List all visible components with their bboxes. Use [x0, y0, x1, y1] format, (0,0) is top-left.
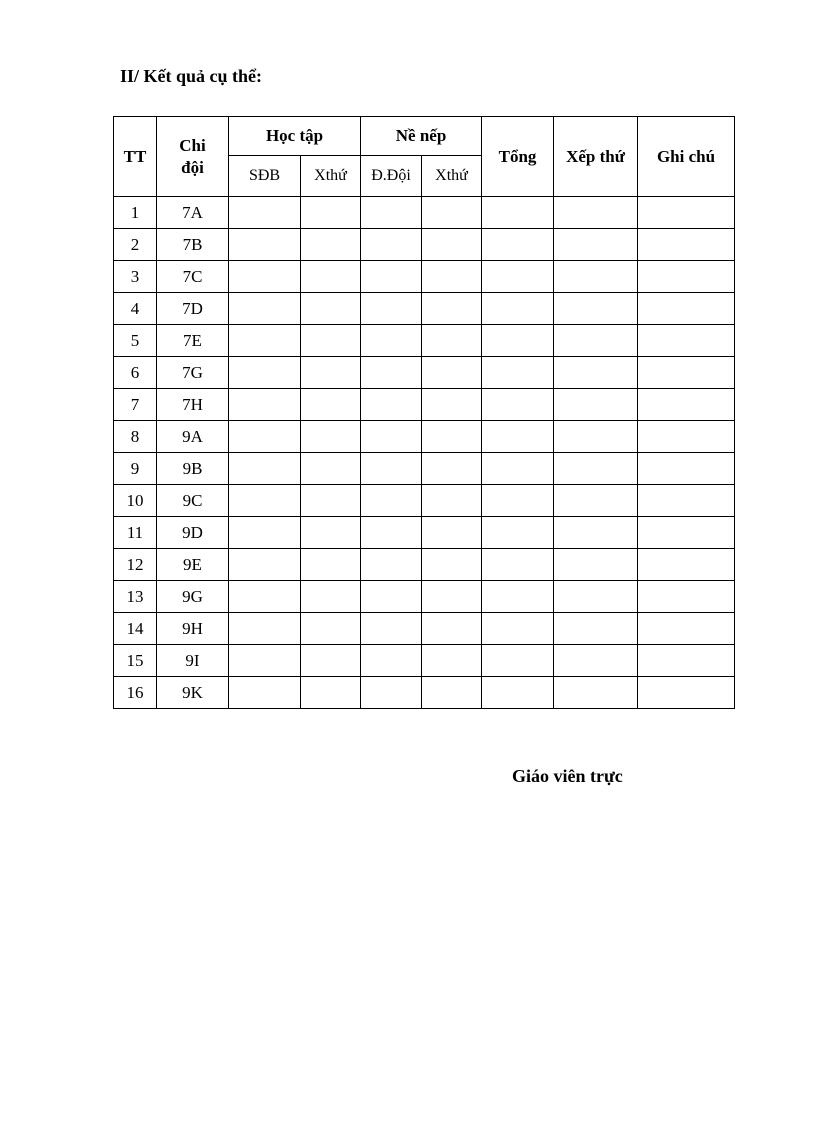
- cell-xep-thu: [554, 677, 638, 709]
- cell-sdb: [229, 549, 301, 581]
- cell-xthu-hoc-tap: [301, 325, 361, 357]
- cell-xthu-hoc-tap: [301, 389, 361, 421]
- cell-xthu-ne-nep: [422, 197, 482, 229]
- cell-d-doi: [361, 581, 422, 613]
- cell-xthu-hoc-tap: [301, 677, 361, 709]
- cell-tt: 14: [114, 613, 157, 645]
- cell-sdb: [229, 517, 301, 549]
- cell-tt: 15: [114, 645, 157, 677]
- cell-xthu-ne-nep: [422, 389, 482, 421]
- table-row: [114, 261, 735, 293]
- cell-tt: 4: [114, 293, 157, 325]
- cell-sdb: [229, 229, 301, 261]
- cell-chi-doi: 7B: [157, 229, 229, 261]
- cell-tt: 13: [114, 581, 157, 613]
- table-body: [114, 197, 735, 709]
- cell-tong: [482, 453, 554, 485]
- cell-sdb: [229, 421, 301, 453]
- cell-d-doi: [361, 645, 422, 677]
- cell-xthu-hoc-tap: [301, 421, 361, 453]
- cell-tt: 1: [114, 197, 157, 229]
- cell-xep-thu: [554, 485, 638, 517]
- table-row: [114, 421, 735, 453]
- cell-xthu-ne-nep: [422, 261, 482, 293]
- cell-tong: [482, 325, 554, 357]
- cell-sdb: [229, 677, 301, 709]
- header-tong: Tổng: [482, 117, 554, 197]
- cell-xthu-ne-nep: [422, 229, 482, 261]
- cell-sdb: [229, 645, 301, 677]
- cell-sdb: [229, 485, 301, 517]
- cell-chi-doi: 9D: [157, 517, 229, 549]
- cell-tt: 16: [114, 677, 157, 709]
- cell-xep-thu: [554, 517, 638, 549]
- cell-xep-thu: [554, 581, 638, 613]
- cell-tong: [482, 645, 554, 677]
- cell-d-doi: [361, 677, 422, 709]
- cell-chi-doi: 9B: [157, 453, 229, 485]
- cell-xthu-ne-nep: [422, 421, 482, 453]
- cell-ghi-chu: [638, 453, 735, 485]
- cell-ghi-chu: [638, 293, 735, 325]
- subheader-xthu-hoc-tap: Xthứ: [301, 156, 361, 197]
- cell-d-doi: [361, 197, 422, 229]
- cell-tt: 3: [114, 261, 157, 293]
- cell-xthu-hoc-tap: [301, 613, 361, 645]
- cell-xthu-ne-nep: [422, 645, 482, 677]
- cell-chi-doi: 7A: [157, 197, 229, 229]
- cell-tong: [482, 613, 554, 645]
- table-row: [114, 229, 735, 261]
- table-row: [114, 581, 735, 613]
- cell-sdb: [229, 325, 301, 357]
- cell-ghi-chu: [638, 485, 735, 517]
- cell-chi-doi: 7D: [157, 293, 229, 325]
- cell-tt: 8: [114, 421, 157, 453]
- cell-chi-doi: 9C: [157, 485, 229, 517]
- cell-sdb: [229, 357, 301, 389]
- cell-xthu-hoc-tap: [301, 517, 361, 549]
- table-row: [114, 613, 735, 645]
- cell-ghi-chu: [638, 581, 735, 613]
- header-ghi-chu: Ghi chú: [638, 117, 735, 197]
- cell-xthu-hoc-tap: [301, 549, 361, 581]
- cell-xep-thu: [554, 261, 638, 293]
- cell-tt: 6: [114, 357, 157, 389]
- cell-chi-doi: 7G: [157, 357, 229, 389]
- cell-chi-doi: 7C: [157, 261, 229, 293]
- cell-chi-doi: 7E: [157, 325, 229, 357]
- table-row: [114, 357, 735, 389]
- cell-tt: 12: [114, 549, 157, 581]
- table-row: [114, 549, 735, 581]
- header-chi-doi-line2: đội: [181, 157, 204, 177]
- cell-sdb: [229, 261, 301, 293]
- cell-tt: 7: [114, 389, 157, 421]
- cell-d-doi: [361, 421, 422, 453]
- table-row: [114, 197, 735, 229]
- cell-xthu-ne-nep: [422, 613, 482, 645]
- cell-xthu-hoc-tap: [301, 261, 361, 293]
- cell-xthu-ne-nep: [422, 293, 482, 325]
- cell-d-doi: [361, 613, 422, 645]
- cell-tong: [482, 357, 554, 389]
- cell-xthu-hoc-tap: [301, 229, 361, 261]
- cell-tong: [482, 229, 554, 261]
- cell-tong: [482, 485, 554, 517]
- cell-chi-doi: 9G: [157, 581, 229, 613]
- cell-xthu-hoc-tap: [301, 293, 361, 325]
- header-chi-doi-line1: Chi: [179, 135, 206, 155]
- cell-xthu-ne-nep: [422, 357, 482, 389]
- cell-ghi-chu: [638, 261, 735, 293]
- cell-xthu-hoc-tap: [301, 357, 361, 389]
- cell-xthu-hoc-tap: [301, 197, 361, 229]
- table-header: [114, 117, 735, 197]
- cell-xthu-ne-nep: [422, 485, 482, 517]
- cell-tong: [482, 197, 554, 229]
- cell-chi-doi: 9K: [157, 677, 229, 709]
- header-xep-thu: Xếp thứ: [554, 117, 638, 197]
- cell-chi-doi: 7H: [157, 389, 229, 421]
- cell-sdb: [229, 453, 301, 485]
- signature-label: Giáo viên trực: [512, 766, 623, 786]
- cell-sdb: [229, 613, 301, 645]
- cell-tt: 5: [114, 325, 157, 357]
- cell-xthu-ne-nep: [422, 677, 482, 709]
- table-row: [114, 677, 735, 709]
- cell-d-doi: [361, 517, 422, 549]
- subheader-xthu-ne-nep: Xthứ: [422, 156, 482, 197]
- cell-ghi-chu: [638, 229, 735, 261]
- cell-d-doi: [361, 261, 422, 293]
- cell-xep-thu: [554, 645, 638, 677]
- cell-tong: [482, 261, 554, 293]
- header-tt: TT: [114, 117, 157, 197]
- subheader-sdb: SĐB: [229, 156, 301, 197]
- section-title: II/ Kết quả cụ thể:: [120, 66, 263, 86]
- cell-ghi-chu: [638, 645, 735, 677]
- cell-tong: [482, 549, 554, 581]
- table-row: [114, 517, 735, 549]
- cell-xep-thu: [554, 357, 638, 389]
- table-row: [114, 325, 735, 357]
- cell-sdb: [229, 581, 301, 613]
- cell-xep-thu: [554, 229, 638, 261]
- cell-d-doi: [361, 485, 422, 517]
- header-ne-nep: Nề nếp: [361, 117, 482, 156]
- cell-tt: 10: [114, 485, 157, 517]
- cell-xthu-hoc-tap: [301, 453, 361, 485]
- cell-ghi-chu: [638, 389, 735, 421]
- table-row: [114, 293, 735, 325]
- cell-sdb: [229, 197, 301, 229]
- cell-xthu-hoc-tap: [301, 485, 361, 517]
- cell-xep-thu: [554, 549, 638, 581]
- cell-ghi-chu: [638, 325, 735, 357]
- cell-xep-thu: [554, 613, 638, 645]
- cell-sdb: [229, 293, 301, 325]
- cell-tong: [482, 293, 554, 325]
- cell-xep-thu: [554, 293, 638, 325]
- cell-d-doi: [361, 389, 422, 421]
- cell-sdb: [229, 389, 301, 421]
- cell-ghi-chu: [638, 517, 735, 549]
- cell-xep-thu: [554, 325, 638, 357]
- cell-ghi-chu: [638, 421, 735, 453]
- results-table: [113, 116, 735, 709]
- cell-xep-thu: [554, 453, 638, 485]
- cell-tong: [482, 517, 554, 549]
- cell-tong: [482, 677, 554, 709]
- cell-xthu-hoc-tap: [301, 581, 361, 613]
- cell-ghi-chu: [638, 197, 735, 229]
- table-row: [114, 485, 735, 517]
- cell-xthu-ne-nep: [422, 517, 482, 549]
- cell-tt: 9: [114, 453, 157, 485]
- table-row: [114, 453, 735, 485]
- header-hoc-tap: Học tập: [229, 117, 361, 156]
- cell-ghi-chu: [638, 677, 735, 709]
- cell-chi-doi: 9E: [157, 549, 229, 581]
- cell-ghi-chu: [638, 357, 735, 389]
- table-row: [114, 389, 735, 421]
- cell-ghi-chu: [638, 549, 735, 581]
- cell-xep-thu: [554, 421, 638, 453]
- cell-xthu-ne-nep: [422, 549, 482, 581]
- cell-d-doi: [361, 325, 422, 357]
- cell-xthu-hoc-tap: [301, 645, 361, 677]
- cell-tong: [482, 421, 554, 453]
- cell-ghi-chu: [638, 613, 735, 645]
- cell-xep-thu: [554, 197, 638, 229]
- cell-tong: [482, 389, 554, 421]
- subheader-d-doi: Đ.Đội: [361, 156, 422, 197]
- cell-xthu-ne-nep: [422, 581, 482, 613]
- cell-tong: [482, 581, 554, 613]
- cell-xep-thu: [554, 389, 638, 421]
- cell-d-doi: [361, 453, 422, 485]
- cell-xthu-ne-nep: [422, 453, 482, 485]
- cell-xthu-ne-nep: [422, 325, 482, 357]
- cell-d-doi: [361, 357, 422, 389]
- header-row-main: [114, 117, 735, 156]
- cell-chi-doi: 9I: [157, 645, 229, 677]
- cell-chi-doi: 9A: [157, 421, 229, 453]
- table-row: [114, 645, 735, 677]
- cell-chi-doi: 9H: [157, 613, 229, 645]
- cell-d-doi: [361, 229, 422, 261]
- cell-d-doi: [361, 293, 422, 325]
- cell-tt: 11: [114, 517, 157, 549]
- header-chi-doi: [157, 117, 229, 197]
- cell-d-doi: [361, 549, 422, 581]
- cell-tt: 2: [114, 229, 157, 261]
